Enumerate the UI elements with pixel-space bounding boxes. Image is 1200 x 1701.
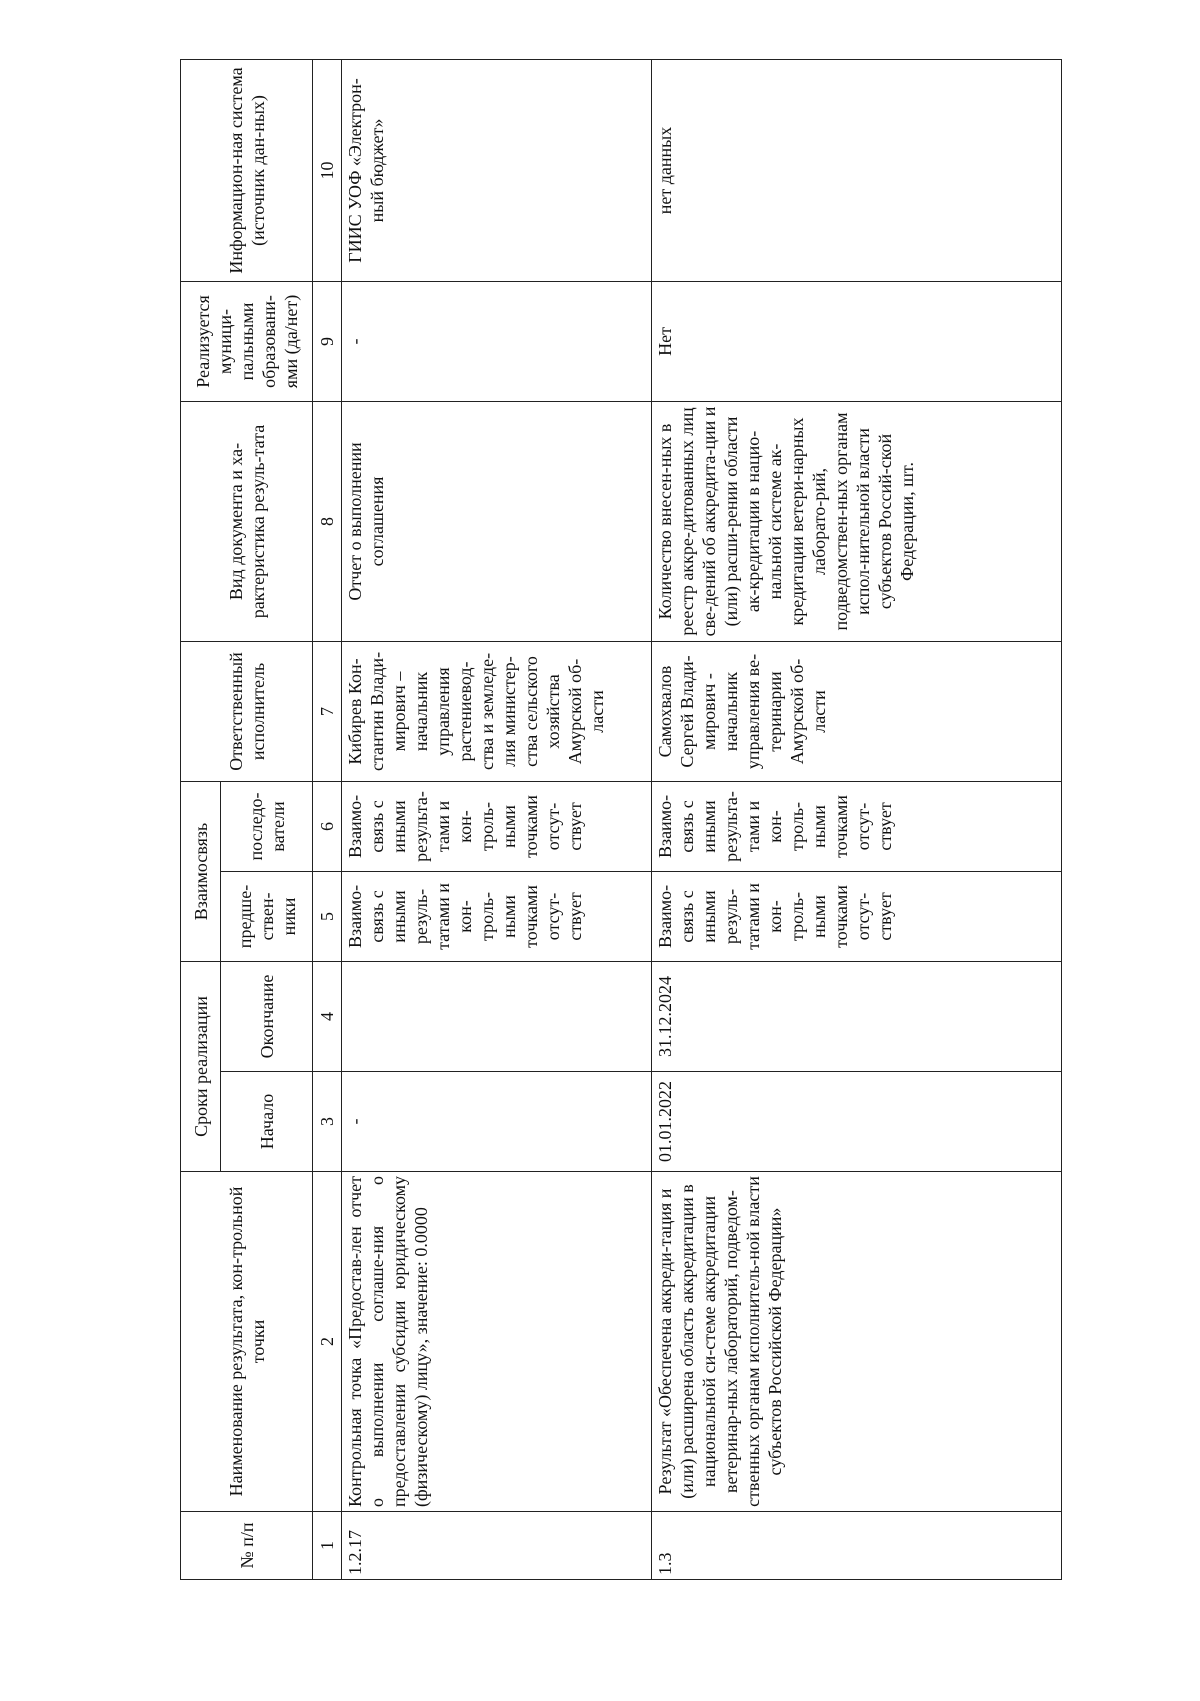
row-end: 31.12.2024 — [652, 961, 1062, 1071]
col-number: 5 — [313, 871, 342, 961]
col-number: 4 — [313, 961, 342, 1071]
header-num: № п/п — [181, 1512, 313, 1580]
row-predecessors: Взаимо-связь с иными резуль-татами и кон-троль-ными точками отсут-ствует — [342, 871, 652, 961]
col-number: 2 — [313, 1172, 342, 1512]
header-municipal: Реализуется муници-пальными образовани-ями (да/нет) — [181, 281, 313, 401]
col-number: 6 — [313, 781, 342, 871]
header-document: Вид документа и ха-рактеристика резуль-тата — [181, 401, 313, 641]
row-successors: Взаимо-связь с иными результа-тами и кон-троль-ными точками отсут-ствует — [652, 781, 1062, 871]
col-number: 9 — [313, 281, 342, 401]
row-document: Отчет о выполнении соглашения — [342, 401, 652, 641]
row-municipal: - — [342, 281, 652, 401]
header-predecessors: предше-ствен-ники — [221, 871, 313, 961]
col-number: 7 — [313, 641, 342, 781]
results-table — [180, 59, 1062, 1580]
col-number: 8 — [313, 401, 342, 641]
header-end: Окончание — [221, 961, 313, 1071]
row-system: нет данных — [652, 59, 1062, 281]
col-number: 10 — [313, 59, 342, 281]
header-responsible: Ответственный исполнитель — [181, 641, 313, 781]
header-name: Наименование результата, кон-трольной точки — [181, 1172, 313, 1512]
header-system: Информацион-ная система (источник дан-ных) — [181, 59, 313, 281]
col-number: 3 — [313, 1072, 342, 1172]
table-row — [652, 59, 1062, 1579]
header-link: Взаимосвязь — [181, 781, 221, 961]
row-num: 1.2.17 — [342, 1512, 652, 1580]
col-number: 1 — [313, 1512, 342, 1580]
row-municipal: Нет — [652, 281, 1062, 401]
header-period: Сроки реализации — [181, 961, 221, 1171]
table-row — [342, 59, 652, 1579]
row-system: ГИИС УОФ «Электрон-ный бюджет» — [342, 59, 652, 281]
row-num: 1.3 — [652, 1512, 1062, 1580]
row-name: Результат «Обеспечена аккреди-тация и (или) расширена область аккредитации в национальной си-стеме аккредитации ветеринар-ных лабораторий, подведом-ственных органам исполнитель-ной власти субъектов Российской Федерации» — [652, 1172, 1062, 1512]
row-document: Количество внесен-ных в реестр аккре-дитованных лиц све-дений об аккредита-ции и (или) расши-рении области ак-кредитации в нацио-нальной системе ак-кредитации ветери-нарных лаборато-рий, подведомствен-ных органам испол-нительной власти субъектов Россий-ской Федерации, шт. — [652, 401, 1062, 641]
row-successors: Взаимо-связь с иными результа-тами и кон-троль-ными точками отсут-ствует — [342, 781, 652, 871]
row-name: Контрольная точка «Предостав-лен отчет о выполнении соглаше-ния о предоставлении субсидии юридическому (физическому) лицу», значение: 0.0000 — [342, 1172, 652, 1512]
header-successors: последо-ватели — [221, 781, 313, 871]
row-responsible: Самохвалов Сергей Влади-мирович - начальник управления ве-теринарии Амурской об-ласти — [652, 641, 1062, 781]
row-start: 01.01.2022 — [652, 1072, 1062, 1172]
row-responsible: Кибирев Кон-стантин Влади-мирович – начальник управления растениевод-ства и земледе-лия министер-ства сельского хозяйства Амурской об-ласти — [342, 641, 652, 781]
row-predecessors: Взаимо-связь с иными резуль-татами и кон-троль-ными точками отсут-ствует — [652, 871, 1062, 961]
rotated-page — [180, 0, 1110, 1580]
row-start: - — [342, 1072, 652, 1172]
header-start: Начало — [221, 1072, 313, 1172]
row-end — [342, 961, 652, 1071]
